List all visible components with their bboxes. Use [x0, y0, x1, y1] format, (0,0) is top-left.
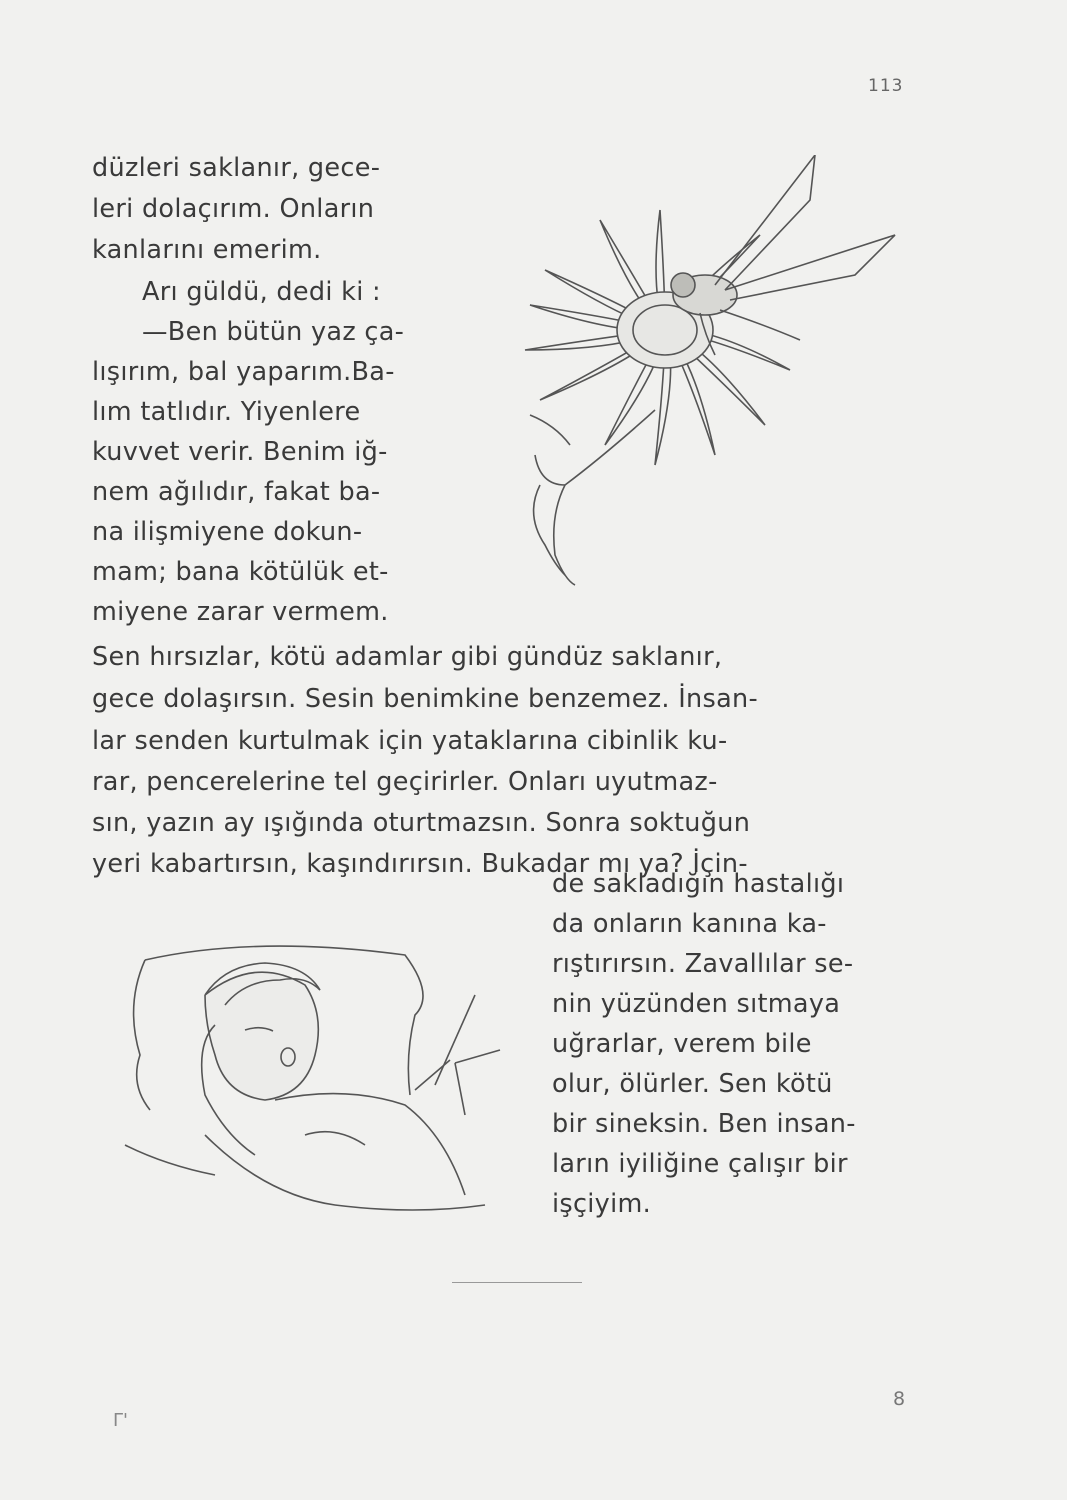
text-line: uğrarlar, verem bile	[552, 1029, 812, 1059]
text-line: kuvvet verir. Benim iğ-	[92, 437, 388, 467]
text-line: Sen hırsızlar, kötü adamlar gibi gündüz saklanır,	[92, 642, 723, 672]
sleeping-child-illustration	[105, 935, 535, 1225]
text-line: mam; bana kötülük et-	[92, 557, 389, 587]
text-line: gece dolaşırsın. Sesin benimkine benzemez. İnsan-	[92, 684, 758, 714]
section-divider	[452, 1282, 582, 1283]
text-line: rıştırırsın. Zavallılar se-	[552, 949, 854, 979]
text-line: nem ağılıdır, fakat ba-	[92, 477, 381, 507]
text-line: bir sineksin. Ben insan-	[552, 1109, 856, 1139]
text-line: —Ben bütün yaz ça-	[142, 317, 405, 347]
text-line: kanlarını emerim.	[92, 235, 322, 265]
text-line: sın, yazın ay ışığında oturtmazsın. Sonra soktuğun	[92, 808, 751, 838]
text-line: na ilişmiyene dokun-	[92, 517, 363, 547]
text-line: miyene zarar vermem.	[92, 597, 389, 627]
text-line: lar senden kurtulmak için yataklarına cibinlik ku-	[92, 726, 728, 756]
text-line: ların iyiliğine çalışır bir	[552, 1149, 848, 1179]
signature-mark: 8	[893, 1388, 906, 1410]
text-line: lışırım, bal yaparım.Ba-	[92, 357, 395, 387]
text-line: da onların kanına ka-	[552, 909, 827, 939]
text-line: yeri kabartırsın, kaşındırırsın. Bukadar mı ya? İçin-	[92, 849, 748, 879]
text-line: de sakladığın hastalığı	[552, 869, 845, 899]
text-line: Arı güldü, dedi ki :	[142, 277, 381, 307]
text-line: nin yüzünden sıtmaya	[552, 989, 841, 1019]
text-line: düzleri saklanır, gece-	[92, 153, 381, 183]
text-line: lım tatlıdır. Yiyenlere	[92, 397, 361, 427]
page-number: 113	[868, 76, 904, 96]
flower-bee-illustration	[495, 155, 915, 595]
corner-mark: Γ'	[113, 1410, 128, 1431]
text-line: rar, pencerelerine tel geçirirler. Onları uyutmaz-	[92, 767, 718, 797]
text-line: leri dolaçırım. Onların	[92, 194, 375, 224]
text-line: olur, ölürler. Sen kötü	[552, 1069, 833, 1099]
text-line: işçiyim.	[552, 1189, 651, 1219]
